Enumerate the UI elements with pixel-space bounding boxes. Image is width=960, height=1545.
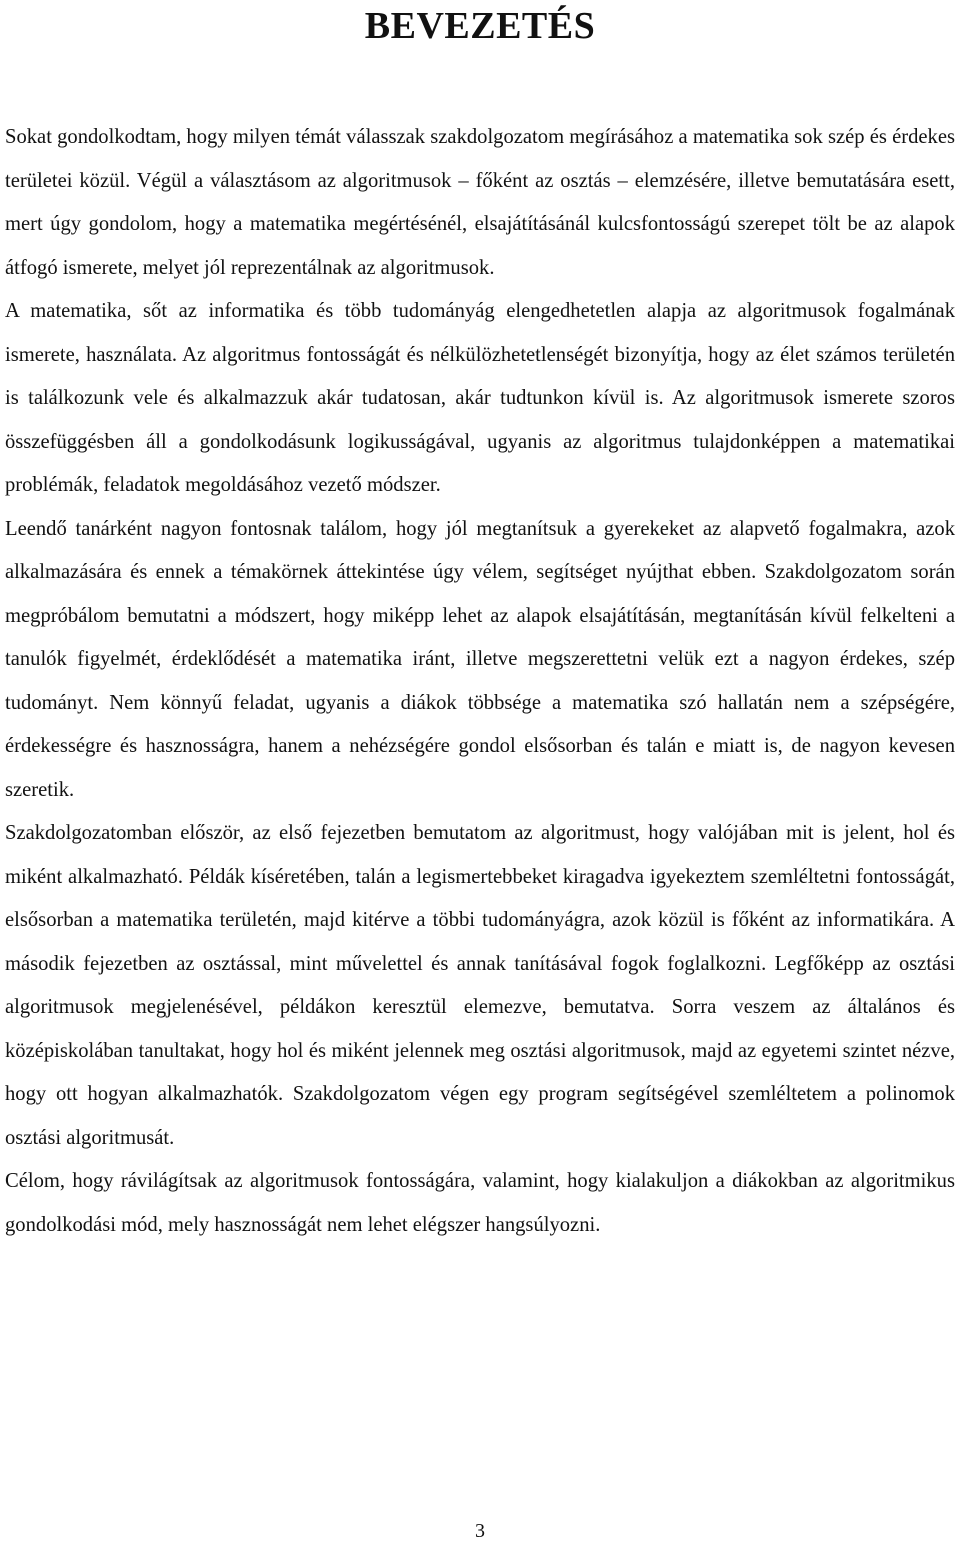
page-title: BEVEZETÉS — [364, 5, 596, 47]
paragraph-4: Szakdolgozatomban először, az első fejezetben bemutatom az algoritmust, hogy valójában mit is jelent, hol és miként alkalmazható. Példák kíséretében, talán a legismertebbeket kiragadva igyekeztem szemléltetni fontosságát, elsősorban a matematika területén, majd kitérve a többi tudományágra, azok közül is főként az informatikára. A második fejezetben az osztással, mint művelettel és annak tanításával fogok foglalkozni. Legfőképp az osztási algoritmusok megjelenésével, példákon keresztül elemezve, bemutatva. Sorra veszem az általános és középiskolában tanultakat, hogy hol és miként jelennek meg osztási algoritmusok, majd az egyetemi szintet nézve, hogy ott hogyan alkalmazhatók. Szakdolgozatom végen egy program segítségével szemléltetem a polinomok osztási algoritmusát. — [5, 822, 955, 1149]
body-text — [5, 116, 955, 1247]
paragraph-1: Sokat gondolkodtam, hogy milyen témát válasszak szakdolgozatom megírásához a matematika sok szép és érdekes területei közül. Végül a választásom az algoritmusok – főként az osztás – elemzésére, illetve bemutatására esett, mert úgy gondolom, hogy a matematika megértésénél, elsajátításánál kulcsfontosságú szerepet tölt be az alapok átfogó ismerete, melyet jól reprezentálnak az algoritmusok. — [5, 126, 955, 279]
paragraph-5: Célom, hogy rávilágítsak az algoritmusok fontosságára, valamint, hogy kialakuljon a diákokban az algoritmikus gondolkodási mód, mely hasznosságát nem lehet elégszer hangsúlyozni. — [5, 1170, 955, 1236]
paragraph-2: A matematika, sőt az informatika és több tudományág elengedhetetlen alapja az algoritmusok fogalmának ismerete, használata. Az algoritmus fontosságát és nélkülözhetetlenségét bizonyítja, hogy az élet számos területén is találkozunk vele és alkalmazzuk akár tudatosan, akár tudtunkon kívül is. Az algoritmusok ismerete szoros összefüggésben áll a gondolkodásunk logikusságával, ugyanis az algoritmus tulajdonképpen a matematikai problémák, feladatok megoldásához vezető módszer. — [5, 300, 955, 496]
paragraph-3: Leendő tanárként nagyon fontosnak találom, hogy jól megtanítsuk a gyerekeket az alapvető fogalmakra, azok alkalmazására és ennek a témakörnek áttekintése úgy vélem, segítséget nyújthat ebben. Szakdolgozatom során megpróbálom bemutatni a módszert, hogy miképp lehet az alapok elsajátításán, megtanításán kívül felkelteni a tanulók figyelmét, érdeklődését a matematika iránt, illetve megszerettetni velük ezt a nagyon érdekes, szép tudományt. Nem könnyű feladat, ugyanis a diákok többsége a matematika szó hallatán nem a szépségére, érdekességre és hasznosságra, hanem a nehézségére gondol elsősorban és talán e miatt is, de nagyon kevesen szeretik. — [5, 517, 955, 801]
page-number: 3 — [475, 1520, 485, 1542]
